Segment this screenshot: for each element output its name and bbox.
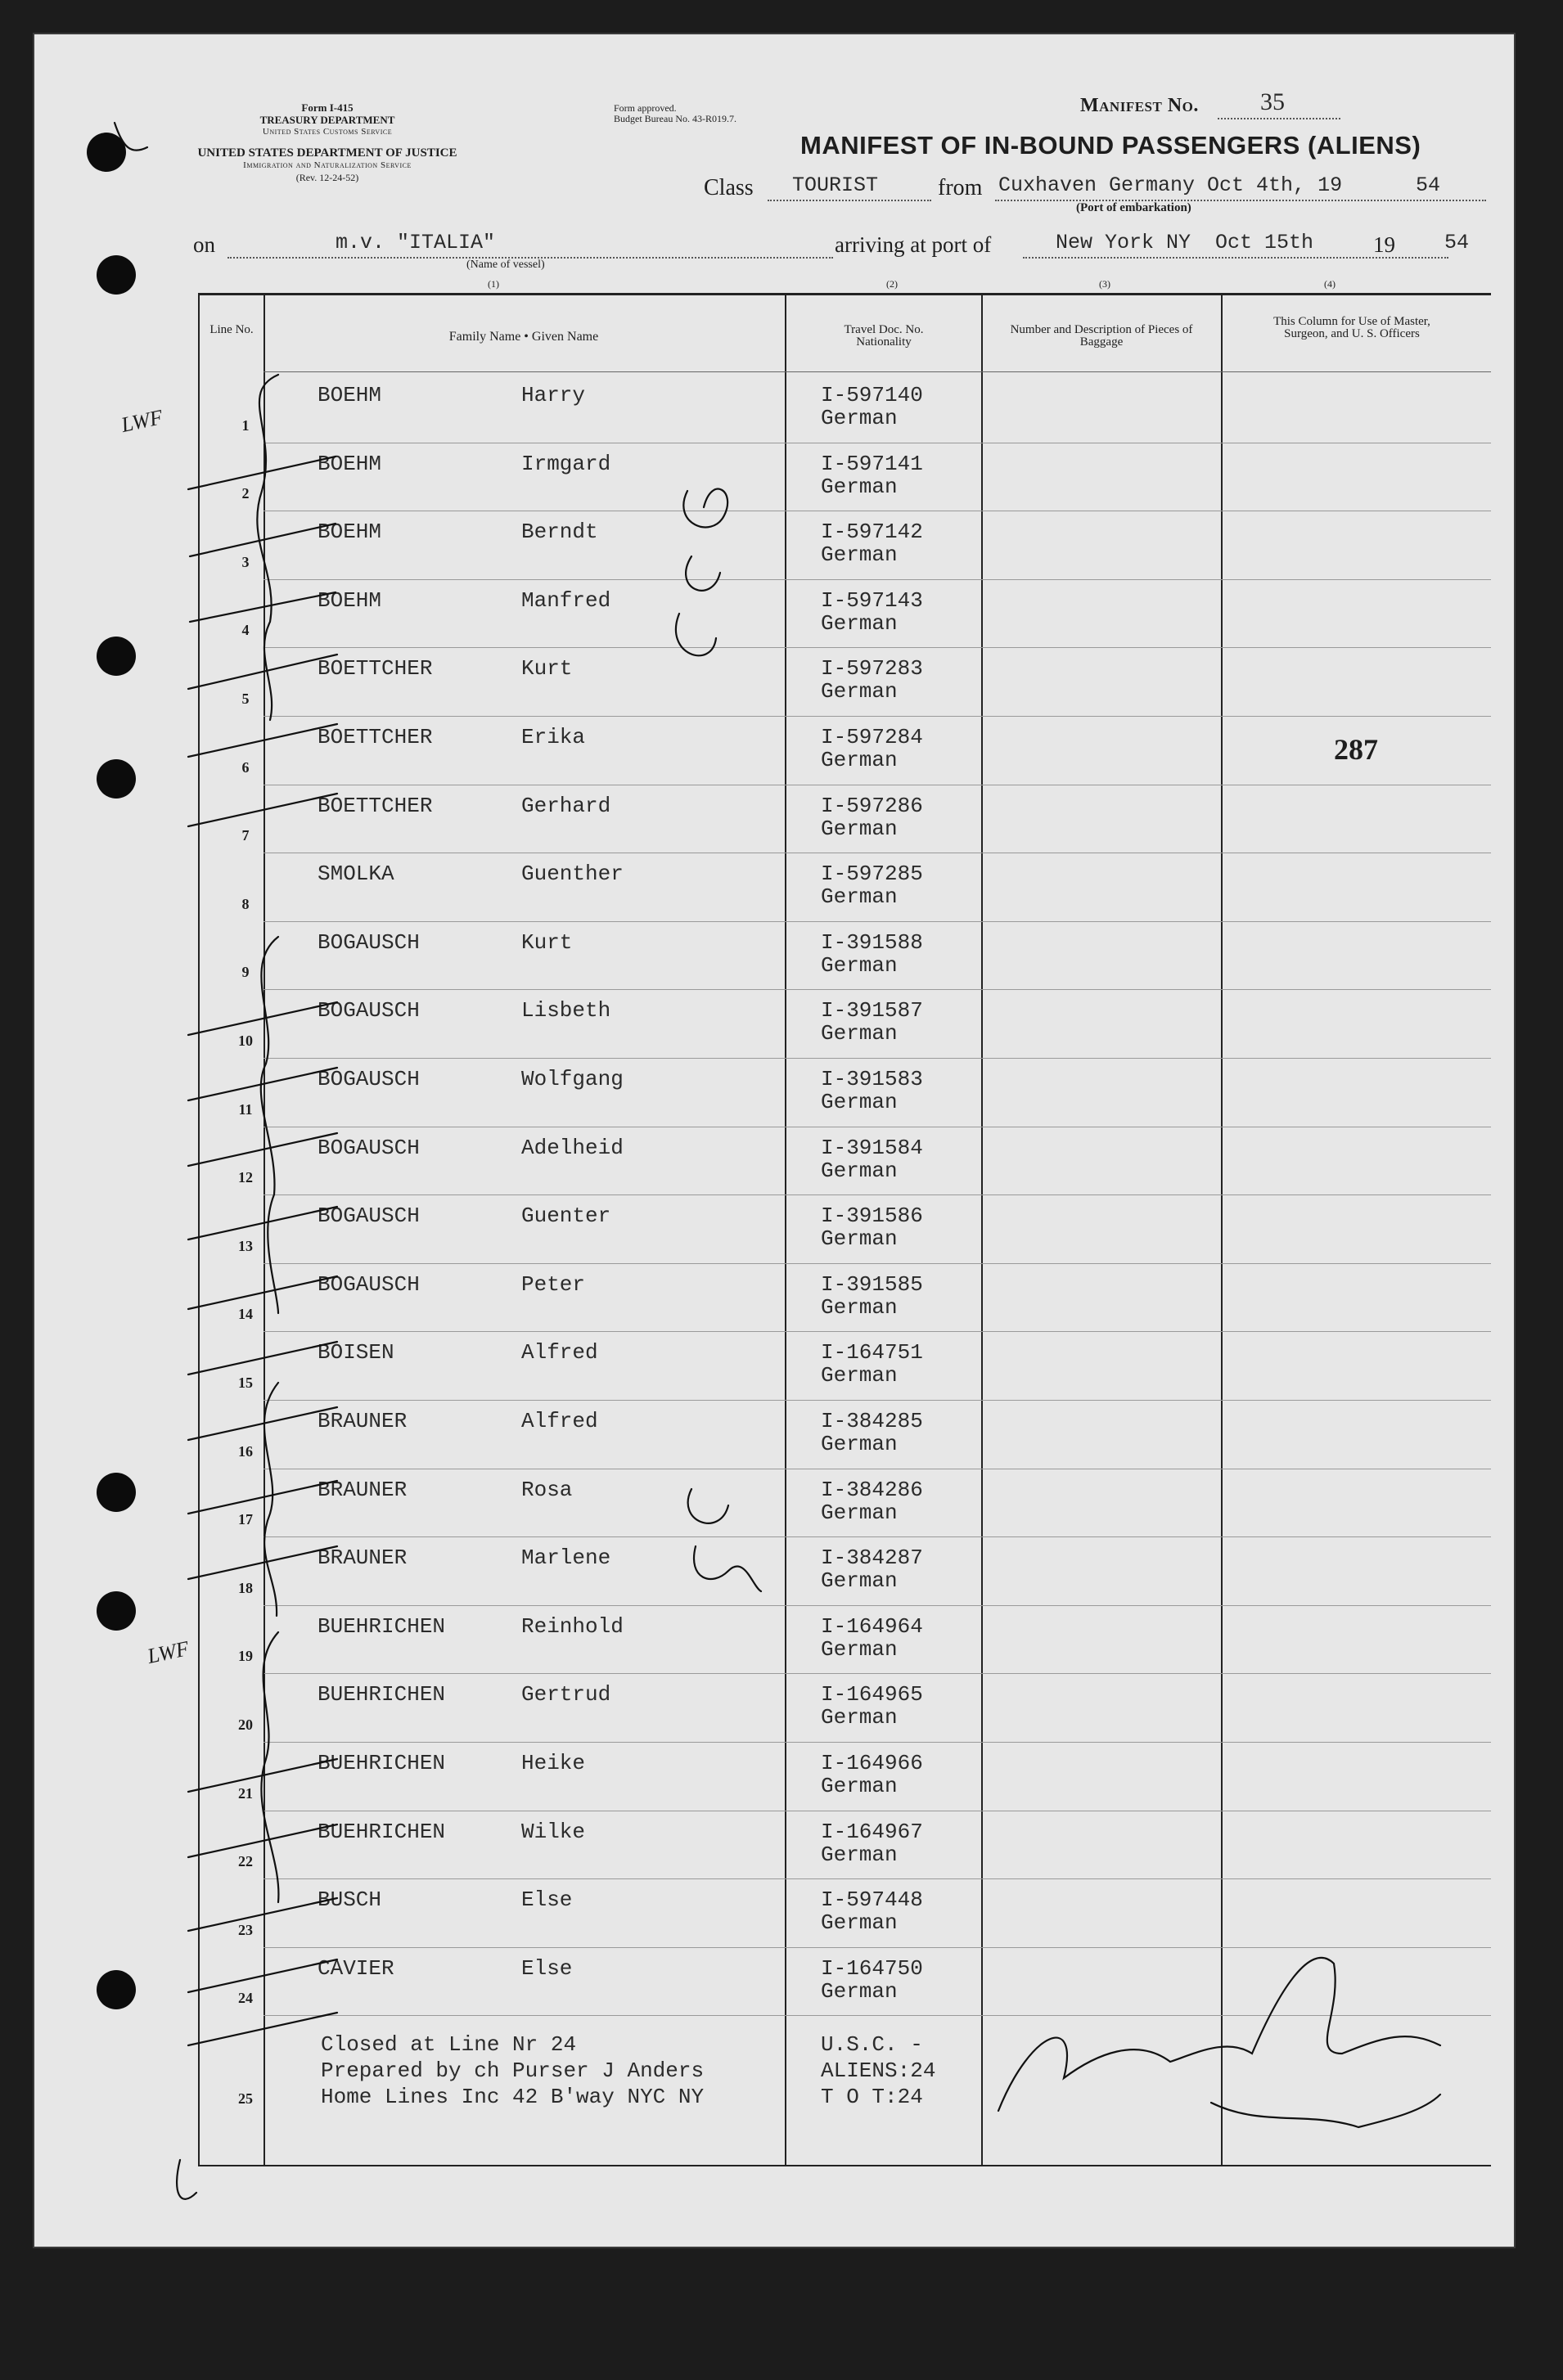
family-name: BRAUNER — [318, 1477, 408, 1502]
given-name: Reinhold — [521, 1613, 624, 1639]
page-title: MANIFEST OF IN-BOUND PASSENGERS (ALIENS) — [800, 131, 1421, 160]
column-number-3: (3) — [1099, 278, 1110, 290]
travel-doc-number: I-597284 — [821, 725, 923, 749]
given-name: Peter — [521, 1271, 586, 1297]
customs-label: United States Customs Service — [262, 127, 393, 137]
travel-doc-number: I-164966 — [821, 1751, 923, 1775]
margin-note-lwf: LWF — [119, 405, 165, 438]
given-name: Marlene — [521, 1545, 611, 1571]
nationality: German — [821, 1978, 898, 2004]
treasury-label: TREASURY DEPARTMENT — [259, 114, 395, 126]
given-name: Rosa — [521, 1477, 573, 1502]
name-header: Family Name • Given Name — [448, 330, 599, 344]
table-row — [33, 580, 1516, 649]
line-no-header: Line No. — [209, 323, 254, 336]
table-row — [33, 648, 1516, 717]
nationality: German — [821, 1636, 898, 1662]
officers-header: This Column for Use of Master, Surgeon, and U. S. Officers — [1273, 315, 1430, 340]
family-name: BOGAUSCH — [318, 998, 420, 1024]
given-name: Heike — [521, 1751, 586, 1775]
table-row — [33, 1469, 1516, 1538]
travel-doc-number: I-597140 — [821, 383, 923, 407]
on-label: on — [193, 232, 215, 257]
travel-doc-number: I-164965 — [821, 1682, 923, 1707]
table-row — [33, 1127, 1516, 1196]
travel-doc-number: I-391585 — [821, 1271, 923, 1297]
arrival-century: 19 — [1373, 232, 1395, 257]
table-top-border — [198, 293, 1491, 295]
given-name: Manfred — [521, 587, 611, 613]
table-row — [33, 1264, 1516, 1333]
travel-doc-header: Travel Doc. No. Nationality — [844, 323, 924, 349]
travel-doc-number: I-597141 — [821, 451, 923, 476]
line-number: 23 — [238, 1921, 253, 1938]
travel-doc-number: I-597285 — [821, 862, 923, 887]
line-number: 6 — [241, 758, 250, 776]
line-number: 12 — [238, 1169, 253, 1186]
family-name: BRAUNER — [318, 1545, 408, 1571]
nationality: German — [821, 1568, 898, 1594]
family-name: BUEHRICHEN — [318, 1613, 446, 1639]
ins-label: Immigration and Naturalization Service — [243, 160, 412, 170]
manifest-number: 35 — [1260, 88, 1285, 115]
arrival-value: New York NY Oct 15th — [1056, 231, 1314, 254]
from-year: 54 — [1416, 173, 1441, 197]
family-name: BOGAUSCH — [318, 1067, 420, 1091]
table-row — [33, 1059, 1516, 1127]
form-approved-label: Form approved. — [614, 102, 677, 114]
from-label: from — [938, 175, 983, 200]
margin-note-lwf: LWF — [145, 1636, 191, 1669]
line-number: 4 — [241, 622, 250, 639]
nationality: German — [821, 610, 898, 636]
family-name: BOGAUSCH — [318, 1135, 420, 1160]
travel-doc-number: I-597286 — [821, 793, 923, 818]
nationality: German — [821, 1774, 898, 1798]
header-bottom-rule — [264, 371, 1491, 372]
justice-label: UNITED STATES DEPARTMENT OF JUSTICE — [197, 146, 457, 160]
nationality: German — [821, 1363, 898, 1388]
line-number: 8 — [241, 895, 250, 912]
table-row — [33, 511, 1516, 580]
nationality: German — [821, 884, 898, 910]
line-number: 7 — [241, 827, 250, 844]
closed-at-line: Closed at Line Nr 24 — [321, 2032, 577, 2057]
travel-doc-number: I-391584 — [821, 1135, 923, 1160]
port-caption: (Port of embarkation) — [1076, 201, 1191, 214]
tick-mark — [188, 2013, 337, 2045]
master-signature — [1211, 2094, 1440, 2127]
table-row — [33, 1332, 1516, 1401]
table-row — [33, 1674, 1516, 1743]
nationality: German — [821, 1910, 898, 1936]
nationality: German — [821, 1432, 898, 1456]
arrival-year: 54 — [1444, 231, 1470, 254]
given-name: Guenther — [521, 862, 624, 887]
nationality: German — [821, 542, 898, 568]
table-bottom-border — [198, 2165, 1491, 2166]
table-row — [33, 1401, 1516, 1469]
agency-block — [188, 101, 466, 138]
travel-doc-number: I-384287 — [821, 1545, 923, 1571]
table-row — [33, 1743, 1516, 1811]
given-name: Wolfgang — [521, 1067, 624, 1091]
line-number: 5 — [241, 690, 250, 707]
family-name: BOEHM — [318, 451, 382, 476]
nationality: German — [821, 679, 898, 704]
family-name: BUEHRICHEN — [318, 1682, 446, 1707]
justice-block — [180, 147, 475, 184]
table-row — [33, 785, 1516, 854]
travel-doc-number: I-384286 — [821, 1477, 923, 1502]
family-name: BRAUNER — [318, 1409, 408, 1433]
line-number: 24 — [238, 1990, 253, 2007]
budget-bureau-label: Budget Bureau No. 43-R019.7. — [614, 113, 736, 124]
family-name: BOEHM — [318, 383, 382, 407]
line-number: 16 — [238, 1442, 253, 1460]
given-name: Gerhard — [521, 793, 611, 818]
nationality: German — [821, 406, 898, 430]
given-name: Else — [521, 1887, 573, 1913]
table-row — [33, 717, 1516, 785]
line-number: 19 — [238, 1648, 253, 1665]
punch-hole — [87, 133, 126, 172]
given-name: Harry — [521, 383, 586, 407]
table-row — [33, 853, 1516, 922]
class-underline — [768, 200, 931, 201]
line-number: 18 — [238, 1579, 253, 1596]
nationality: German — [821, 1158, 898, 1183]
vessel-caption: (Name of vessel) — [466, 259, 545, 271]
column-number-1: (1) — [488, 278, 499, 290]
company-line: Home Lines Inc 42 B'way NYC NY — [321, 2085, 705, 2109]
given-name: Irmgard — [521, 451, 611, 476]
line-number: 10 — [238, 1032, 253, 1049]
line-number: 2 — [241, 485, 250, 502]
family-name: BOGAUSCH — [318, 1271, 420, 1297]
total-count: T O T:24 — [821, 2085, 923, 2109]
travel-doc-number: I-164750 — [821, 1955, 923, 1981]
table-row — [33, 1195, 1516, 1264]
nationality: German — [821, 1226, 898, 1252]
line-number: 22 — [238, 1853, 253, 1870]
column-number-4: (4) — [1324, 278, 1336, 290]
family-name: BOISEN — [318, 1340, 394, 1365]
line-number: 15 — [238, 1374, 253, 1391]
from-underline — [995, 200, 1486, 201]
nationality: German — [821, 474, 898, 499]
given-name: Adelheid — [521, 1135, 624, 1160]
travel-doc-number: I-384285 — [821, 1409, 923, 1433]
nationality: German — [821, 1500, 898, 1525]
given-name: Alfred — [521, 1409, 598, 1433]
nationality: German — [821, 952, 898, 978]
table-row — [33, 1879, 1516, 1948]
line-number: 1 — [241, 416, 250, 434]
corner-mark — [177, 2160, 196, 2199]
class-label: Class — [704, 175, 754, 200]
class-value: TOURIST — [792, 173, 879, 197]
travel-doc-number: I-391588 — [821, 929, 923, 955]
column-number-2: (2) — [886, 278, 898, 290]
family-name: BUEHRICHEN — [318, 1819, 446, 1844]
vessel-value: m.v. "ITALIA" — [336, 231, 496, 254]
line-number: 14 — [238, 1306, 253, 1323]
family-name: BOETTCHER — [318, 793, 433, 818]
family-name: BOGAUSCH — [318, 1203, 420, 1229]
nationality: German — [821, 1090, 898, 1114]
prepared-by: Prepared by ch Purser J Anders — [321, 2058, 705, 2083]
family-name: BOGAUSCH — [318, 929, 420, 955]
aliens-count: ALIENS:24 — [821, 2058, 936, 2083]
line-number: 21 — [238, 1784, 253, 1802]
given-name: Kurt — [521, 929, 573, 955]
table-row — [33, 990, 1516, 1059]
family-name: BOETTCHER — [318, 725, 433, 749]
manifest-no-underline — [1218, 118, 1340, 119]
manifest-no-label: Manifest No. — [1080, 95, 1199, 116]
travel-doc-number: I-597142 — [821, 520, 923, 545]
table-row — [33, 443, 1516, 512]
table-row — [33, 375, 1516, 443]
given-name: Wilke — [521, 1819, 586, 1844]
family-name: BOEHM — [318, 520, 382, 545]
table-row — [33, 1606, 1516, 1675]
family-name: SMOLKA — [318, 862, 394, 887]
nationality: German — [821, 1294, 898, 1320]
punch-hole — [97, 255, 136, 295]
line-number: 3 — [241, 553, 250, 570]
given-name: Else — [521, 1955, 573, 1981]
family-name: BUEHRICHEN — [318, 1751, 446, 1775]
given-name: Berndt — [521, 520, 598, 545]
family-name: BUSCH — [318, 1887, 382, 1913]
family-name: BOETTCHER — [318, 656, 433, 682]
given-name: Guenter — [521, 1203, 611, 1229]
given-name: Gertrud — [521, 1682, 611, 1707]
from-value: Cuxhaven Germany Oct 4th, 19 — [998, 173, 1343, 197]
travel-doc-number: I-164967 — [821, 1819, 923, 1844]
officer-note: 287 — [1334, 733, 1378, 766]
given-name: Kurt — [521, 656, 573, 682]
travel-doc-number: I-164964 — [821, 1613, 923, 1639]
nationality: German — [821, 1705, 898, 1730]
given-name: Erika — [521, 725, 586, 749]
line-number: 20 — [238, 1716, 253, 1733]
family-name: BOEHM — [318, 587, 382, 613]
line-number: 11 — [238, 1100, 253, 1118]
family-name: CAVIER — [318, 1955, 394, 1981]
table-row — [33, 1811, 1516, 1880]
travel-doc-number: I-391583 — [821, 1067, 923, 1091]
form-approval — [614, 103, 827, 124]
baggage-header: Number and Description of Pieces of Baggage — [1010, 323, 1193, 349]
travel-doc-number: I-597283 — [821, 656, 923, 682]
table-row — [33, 1537, 1516, 1606]
revision-label: (Rev. 12-24-52) — [295, 172, 359, 183]
travel-doc-number: I-164751 — [821, 1340, 923, 1365]
given-name: Lisbeth — [521, 998, 611, 1024]
travel-doc-number: I-597448 — [821, 1887, 923, 1913]
nationality: German — [821, 1842, 898, 1867]
form-number: Form I-415 — [301, 101, 354, 114]
line-number: 13 — [238, 1237, 253, 1254]
nationality: German — [821, 1021, 898, 1046]
travel-doc-number: I-597143 — [821, 587, 923, 613]
line-number: 9 — [241, 964, 250, 981]
nationality: German — [821, 816, 898, 841]
manifest-page — [33, 33, 1516, 2248]
nationality: German — [821, 748, 898, 772]
line-number: 25 — [238, 2090, 253, 2107]
travel-doc-number: I-391587 — [821, 998, 923, 1024]
line-number: 17 — [238, 1511, 253, 1528]
table-row — [33, 1948, 1516, 2017]
table-row — [33, 922, 1516, 991]
usc-label: U.S.C. - — [821, 2032, 923, 2057]
row-rule — [264, 2015, 1491, 2016]
travel-doc-number: I-391586 — [821, 1203, 923, 1229]
given-name: Alfred — [521, 1340, 598, 1365]
arriving-label: arriving at port of — [835, 232, 992, 257]
